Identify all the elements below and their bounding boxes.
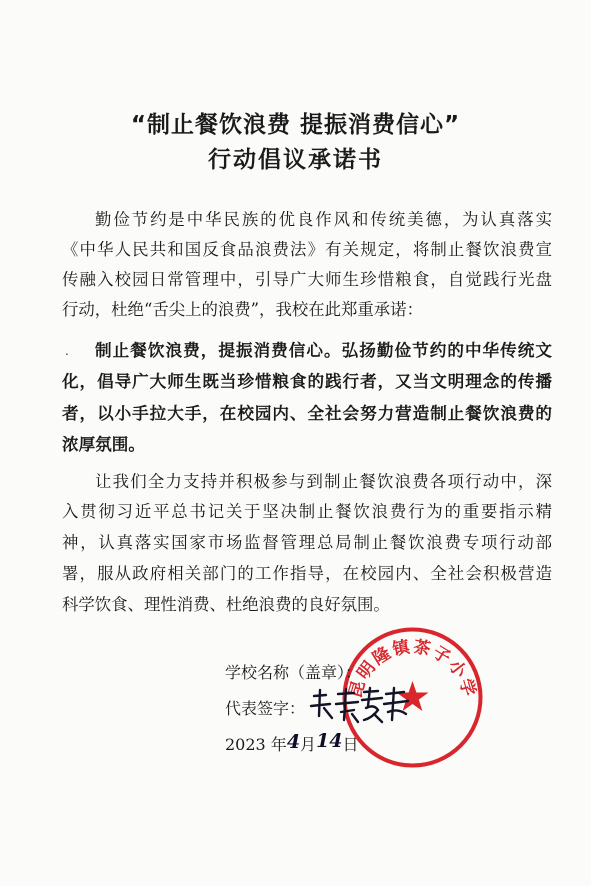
date-month-label: 月 <box>300 735 317 754</box>
paragraph-2-line: 浓厚氛围。 <box>62 435 145 454</box>
stray-mark: . <box>65 344 69 358</box>
representative-label: 代表签字： <box>225 699 306 718</box>
paragraph-2-line: 化，倡导广大师生既当珍惜粮食的践行者，又当文明理念的传播 <box>62 372 552 391</box>
school-name-label: 学校名称（盖章）： <box>225 663 362 682</box>
paragraph-3-line: 科学饮食、理性消费、杜绝浪费的良好氛围。 <box>62 595 390 614</box>
seal-text: 昆明隆镇茶子小学 <box>345 636 480 701</box>
date-day-label: 日 <box>342 735 359 754</box>
date-month-handwritten: 4 <box>286 731 301 753</box>
paragraph-3-line: 署，服从政府相关部门的工作指导，在校园内、全社会积极营造 <box>62 564 552 583</box>
paragraph-1-line: 传融入校园日常管理中，引导广大师生珍惜粮食，自觉践行光盘 <box>62 270 552 289</box>
paragraph-2-line: 制止餐饮浪费，提振消费信心。弘扬勤俭节约的中华传统文 <box>95 341 552 360</box>
date-day-handwritten: 14 <box>316 730 343 752</box>
document-subtitle: 行动倡议承诺书 <box>208 147 383 173</box>
date-line <box>225 732 359 755</box>
document-title: “制止餐饮浪费 提振消费信心” <box>130 112 461 138</box>
paragraph-1-line: 《中华人民共和国反食品浪费法》有关规定，将制止餐饮浪费宣 <box>62 240 552 259</box>
paragraph-1-line: 行动，杜绝“舌尖上的浪费”，我校在此郑重承诺： <box>62 300 423 319</box>
date-year: 2023 年 <box>225 735 287 754</box>
paragraph-2-line: 者，以小手拉大手，在校园内、全社会努力营造制止餐饮浪费的 <box>62 404 552 423</box>
paragraph-3-line: 让我们全力支持并积极参与到制止餐饮浪费各项行动中，深 <box>95 472 552 491</box>
paragraph-3-line: 入贯彻习近平总书记关于坚决制止餐饮浪费行为的重要指示精 <box>62 502 552 521</box>
handwritten-signature <box>308 686 413 724</box>
paragraph-1-line: 勤俭节约是中华民族的优良作风和传统美德，为认真落实 <box>95 210 552 229</box>
paragraph-3-line: 神，认真落实国家市场监督管理总局制止餐饮浪费专项行动部 <box>62 533 552 552</box>
